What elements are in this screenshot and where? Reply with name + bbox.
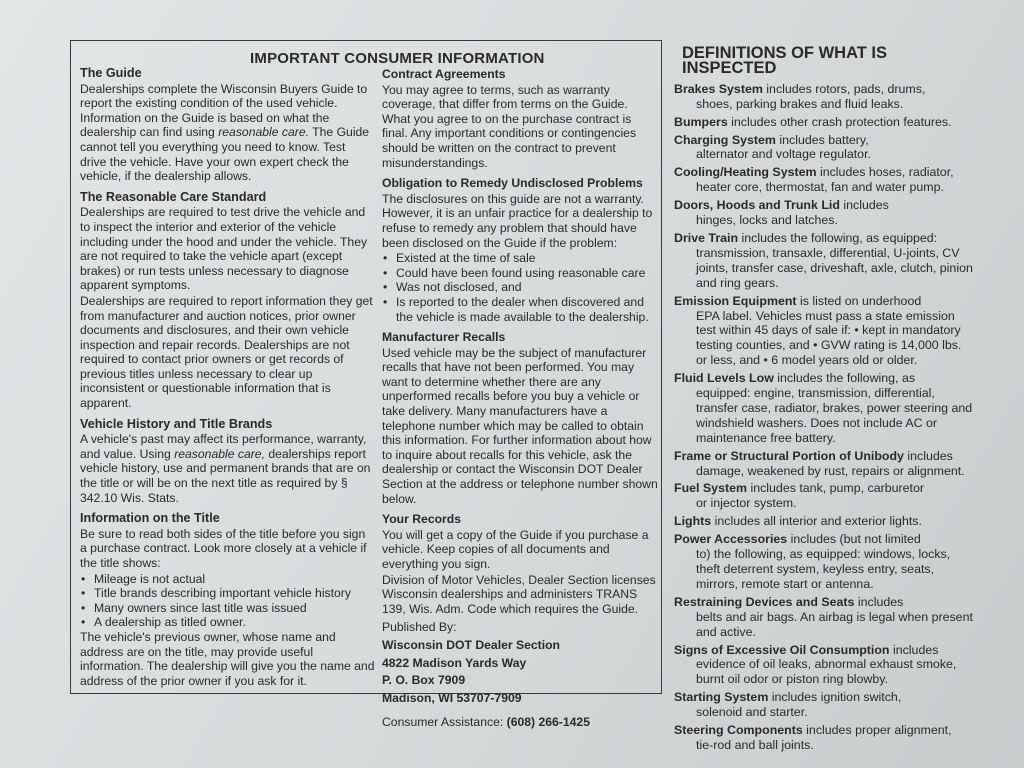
definition-continuation: transmission, transaxle, differential, U-joints, CV joints, transfer case, driveshaft, axle, clutch, pinion and ring gears. [696,245,973,290]
definition-continuation: heater core, thermostat, fan and water pump. [696,180,944,195]
definition-item [674,690,974,720]
definition-term: Lights [674,514,712,529]
list-item: • A dealership as titled owner. [92,615,375,630]
title-info-heading: Information on the Title [80,511,220,526]
definition-text: includes [839,198,889,213]
definition-text: includes hoses, radiator, [816,165,954,180]
definition-text: includes all interior and exterior lights. [711,514,922,529]
title-info-end: The vehicle's previous owner, whose name and address are on the title, may provide useful information. The dealership will give you the name and address of the prior owner if you ask for it. [80,629,375,688]
definition-text: includes (but not limited [787,532,921,547]
list-item: • Existed at the time of sale [394,251,658,266]
definition-term: Power Accessories [674,532,788,547]
definition-text: includes rotors, pads, drums, [762,81,926,96]
list-item: • Could have been found using reasonable care [394,266,658,281]
history-heading: Vehicle History and Title Brands [80,416,273,431]
definition-term: Bumpers [674,114,728,129]
assist-phone: (608) 266-1425 [506,715,590,730]
definition-term: Starting System [674,690,769,705]
reasonable-care-heading: The Reasonable Care Standard [80,189,267,204]
definition-term: Emission Equipment [674,293,797,308]
definition-continuation: evidence of oil leaks, abnormal exhaust smoke, burnt oil odor or piston ring blowby. [696,657,957,687]
list-item: • Is reported to the dealer when discovered and the vehicle is made available to the dealership. [394,295,658,324]
history-text-b: dealerships report vehicle history, use and permanent brands that are on the title or will be on the next title as required by § 342.10 Wis. Stats. [80,446,371,505]
definition-term: Doors, Hoods and Trunk Lid [674,198,840,213]
definition-item [674,481,974,511]
publisher-line: P. O. Box 7909 [382,673,466,688]
definition-item [674,231,974,291]
definitions-list [674,82,974,753]
list-item: • Many owners since last title was issued [92,601,375,616]
definition-term: Fuel System [674,481,747,496]
definition-text: includes ignition switch, [768,690,902,705]
definition-term: Steering Components [674,723,803,738]
definition-item [674,595,974,640]
definition-text: includes tank, pump, carburetor [747,481,925,496]
definition-continuation: alternator and voltage regulator. [696,147,871,162]
remedy-list [382,251,658,324]
list-item: • Mileage is not actual [92,572,375,587]
publisher-line: Madison, WI 53707-7909 [382,690,522,705]
definition-continuation: shoes, parking brakes and fluid leaks. [696,96,904,111]
guide-text-a: Dealerships complete the Wisconsin Buyers Guide to report the existing condition of the used vehicle. Information on the Guide is based on what the dealership can find using [80,81,368,140]
definition-item [674,165,974,195]
reasonable-care-p1: Dealerships are required to test drive the vehicle and to inspect the interior and exterior of the vehicle including under the hood and under the vehicle. They are not required to take the vehicle apart (except brakes) or run tests unless necessary to diagnose apparent symptoms. [80,205,368,293]
definition-continuation: solenoid and starter. [696,705,808,720]
definition-term: Restraining Devices and Seats [674,594,855,609]
consumer-assistance [382,715,658,730]
definition-text: is listed on underhood [796,293,922,308]
definition-item [674,532,974,592]
records-p2: Division of Motor Vehicles, Dealer Section licenses Wisconsin dealerships and administers TRANS 139, Wis. Adm. Code which requires the Guide. [382,572,656,616]
definition-term: Signs of Excessive Oil Consumption [674,642,890,657]
definition-text: includes battery, [775,132,869,147]
published-label: Published By: [382,620,457,635]
definition-term: Drive Train [674,230,739,245]
publisher-line: 4822 Madison Yards Way [382,655,527,670]
reasonable-care-p2: Dealerships are required to report information they get from manufacturer and auction notices, prior owner documents and disclosures, and their own vehicle inspection and repair records. Dealerships are not required to contact prior owners or get records of previous titles unless necessary to clear up inconsistent or questionable information that is apparent. [80,293,373,411]
definition-item [674,449,974,479]
definition-item [674,643,974,688]
definition-text: includes the following, as [773,371,916,386]
definition-continuation: EPA label. Vehicles must pass a state emission test within 45 days of sale if: • kept in mandatory testing counties, and • GVW rating is 14,000 lbs. or less, and • 6 model years old or older. [696,308,962,368]
definition-item [674,82,974,112]
definition-item [674,514,974,529]
definition-item [674,198,974,228]
history-paragraph [80,432,375,505]
publisher-block [382,620,658,705]
definition-text: includes [903,448,953,463]
definition-continuation: damage, weakened by rust, repairs or alignment. [696,463,965,478]
definition-item [674,371,974,446]
title-info-list [80,572,375,630]
definition-continuation: hinges, locks and latches. [696,213,838,228]
definition-term: Fluid Levels Low [674,371,774,386]
guide-paragraph [80,82,375,184]
records-heading: Your Records [382,512,462,527]
history-text-em: reasonable care, [174,446,265,461]
guide-heading: The Guide [80,66,142,80]
recalls-heading: Manufacturer Recalls [382,330,506,345]
recalls-paragraph: Used vehicle may be the subject of manufacturer recalls that have not been performed. You may want to determine whether there are any unperformed recalls before you buy a vehicle or take delivery. Many manufacturers have a telephone number which may be called to obtain this information. For further information about how to inquire about recalls for this vehicle, ask the dealership or contact the Wisconsin DOT Dealer Section at the address or telephone number shown below. [382,345,658,506]
definition-text: includes [854,594,904,609]
publisher-line: Wisconsin DOT Dealer Section [382,637,561,652]
definition-text: includes the following, as equipped: [738,230,938,245]
definition-item [674,115,974,130]
assist-label: Consumer Assistance: [382,715,504,730]
guide-text-em: reasonable care. [218,125,310,140]
definition-text: includes other crash protection features. [727,114,952,129]
left-column [80,60,375,689]
definition-term: Cooling/Heating System [674,165,817,180]
middle-column [382,67,658,730]
definition-continuation: or injector system. [696,496,797,511]
definition-text: includes proper alignment, [802,723,952,738]
definition-continuation: belts and air bags. An airbag is legal when present and active. [696,609,973,639]
definition-term: Charging System [674,132,776,147]
list-item: • Title brands describing important vehicle history [92,586,375,601]
definitions-column [674,46,974,756]
definition-continuation: tie-rod and ball joints. [696,737,814,752]
definition-term: Frame or Structural Portion of Unibody [674,448,904,463]
definition-term: Brakes System [674,81,763,96]
records-p1: You will get a copy of the Guide if you purchase a vehicle. Keep copies of all documents and everything you sign. [382,527,649,571]
definition-item [674,133,974,163]
contract-heading: Contract Agreements [382,67,506,81]
guide-text-b: The Guide cannot tell you everything you need to know. Test drive the vehicle. Have your own expert check the vehicle, if the dealership allows. [80,125,370,184]
remedy-heading: Obligation to Remedy Undisclosed Problems [382,176,643,191]
definition-item [674,723,974,753]
history-text-a: A vehicle's past may affect its performance, warranty, and value. Using [80,432,367,461]
definition-continuation: equipped: engine, transmission, differential, transfer case, radiator, brakes, power steering and windshield washers. Does not include AC or maintenance free battery. [696,386,973,445]
remedy-paragraph: The disclosures on this guide are not a warranty. However, it is an unfair practice for a dealership to refuse to remedy any problem that should have been disclosed on the Guide if the problem: [382,191,653,250]
definition-text: includes [889,642,939,657]
title-info-intro: Be sure to read both sides of the title before you sign a purchase contract. Look more closely at a vehicle if the title shows: [80,526,367,570]
definition-item [674,294,974,369]
definitions-title: DEFINITIONS OF WHAT IS INSPECTED [682,44,888,77]
list-item: • Was not disclosed, and [394,280,658,295]
box-title: IMPORTANT CONSUMER INFORMATION [250,50,545,67]
contract-paragraph: You may agree to terms, such as warranty coverage, that differ from terms on the Guide. What you agree to on the purchase contract is final. Any important conditions or contingencies should be written on the contract to prevent misunderstandings. [382,82,637,170]
definition-continuation: to) the following, as equipped: windows, locks, theft deterrent system, keyless entry, seats, mirrors, remote start or antenna. [696,547,951,591]
